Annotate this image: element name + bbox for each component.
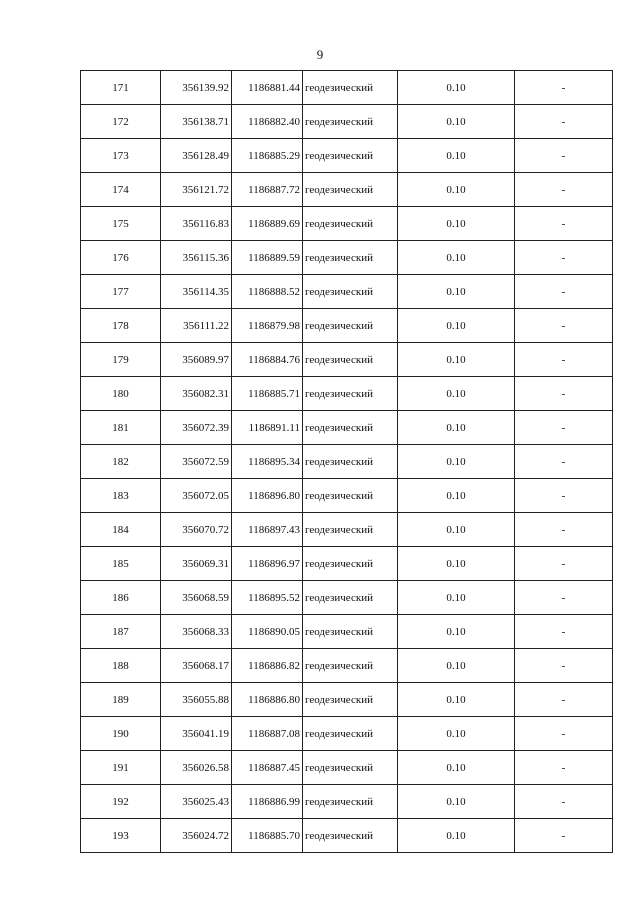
table-row [81,241,613,275]
accuracy-cell: 0.10 [398,241,515,275]
point-number-cell: 178 [81,309,161,343]
x-coordinate-cell: 356128.49 [161,139,232,173]
accuracy-cell: 0.10 [398,547,515,581]
method-cell: геодезический [303,411,398,445]
x-coordinate-cell: 356138.71 [161,105,232,139]
accuracy-cell: 0.10 [398,615,515,649]
table-row [81,479,613,513]
y-coordinate-cell: 1186888.52 [232,275,303,309]
point-number-cell: 189 [81,683,161,717]
accuracy-cell: 0.10 [398,513,515,547]
method-cell: геодезический [303,343,398,377]
y-coordinate-cell: 1186887.08 [232,717,303,751]
note-cell: - [515,445,613,479]
method-cell: геодезический [303,479,398,513]
x-coordinate-cell: 356070.72 [161,513,232,547]
note-cell: - [515,547,613,581]
y-coordinate-cell: 1186885.29 [232,139,303,173]
y-coordinate-cell: 1186882.40 [232,105,303,139]
point-number-cell: 176 [81,241,161,275]
point-number-cell: 171 [81,71,161,105]
accuracy-cell: 0.10 [398,377,515,411]
y-coordinate-cell: 1186887.72 [232,173,303,207]
y-coordinate-cell: 1186886.82 [232,649,303,683]
method-cell: геодезический [303,71,398,105]
method-cell: геодезический [303,751,398,785]
x-coordinate-cell: 356069.31 [161,547,232,581]
note-cell: - [515,207,613,241]
y-coordinate-cell: 1186885.71 [232,377,303,411]
note-cell: - [515,173,613,207]
method-cell: геодезический [303,105,398,139]
accuracy-cell: 0.10 [398,581,515,615]
note-cell: - [515,649,613,683]
accuracy-cell: 0.10 [398,275,515,309]
table-row [81,445,613,479]
table-row [81,105,613,139]
method-cell: геодезический [303,581,398,615]
note-cell: - [515,275,613,309]
x-coordinate-cell: 356139.92 [161,71,232,105]
point-number-cell: 172 [81,105,161,139]
note-cell: - [515,513,613,547]
point-number-cell: 181 [81,411,161,445]
method-cell: геодезический [303,513,398,547]
x-coordinate-cell: 356111.22 [161,309,232,343]
y-coordinate-cell: 1186895.34 [232,445,303,479]
table-row [81,615,613,649]
accuracy-cell: 0.10 [398,649,515,683]
accuracy-cell: 0.10 [398,785,515,819]
y-coordinate-cell: 1186895.52 [232,581,303,615]
point-number-cell: 186 [81,581,161,615]
x-coordinate-cell: 356068.33 [161,615,232,649]
table-row [81,649,613,683]
point-number-cell: 179 [81,343,161,377]
point-number-cell: 173 [81,139,161,173]
y-coordinate-cell: 1186884.76 [232,343,303,377]
y-coordinate-cell: 1186879.98 [232,309,303,343]
method-cell: геодезический [303,275,398,309]
x-coordinate-cell: 356114.35 [161,275,232,309]
point-number-cell: 174 [81,173,161,207]
x-coordinate-cell: 356082.31 [161,377,232,411]
y-coordinate-cell: 1186886.80 [232,683,303,717]
method-cell: геодезический [303,139,398,173]
table-row [81,513,613,547]
method-cell: геодезический [303,377,398,411]
point-number-cell: 180 [81,377,161,411]
y-coordinate-cell: 1186889.59 [232,241,303,275]
table-row [81,547,613,581]
method-cell: геодезический [303,717,398,751]
note-cell: - [515,411,613,445]
note-cell: - [515,615,613,649]
table-row [81,275,613,309]
y-coordinate-cell: 1186897.43 [232,513,303,547]
accuracy-cell: 0.10 [398,683,515,717]
note-cell: - [515,581,613,615]
point-number-cell: 185 [81,547,161,581]
y-coordinate-cell: 1186881.44 [232,71,303,105]
accuracy-cell: 0.10 [398,207,515,241]
point-number-cell: 190 [81,717,161,751]
x-coordinate-cell: 356024.72 [161,819,232,853]
table-row [81,819,613,853]
accuracy-cell: 0.10 [398,173,515,207]
note-cell: - [515,343,613,377]
table-row [81,139,613,173]
table-row [81,309,613,343]
table-row [81,411,613,445]
x-coordinate-cell: 356116.83 [161,207,232,241]
x-coordinate-cell: 356025.43 [161,785,232,819]
method-cell: геодезический [303,615,398,649]
x-coordinate-cell: 356121.72 [161,173,232,207]
x-coordinate-cell: 356072.39 [161,411,232,445]
accuracy-cell: 0.10 [398,717,515,751]
x-coordinate-cell: 356072.05 [161,479,232,513]
method-cell: геодезический [303,445,398,479]
x-coordinate-cell: 356055.88 [161,683,232,717]
accuracy-cell: 0.10 [398,751,515,785]
accuracy-cell: 0.10 [398,139,515,173]
y-coordinate-cell: 1186896.97 [232,547,303,581]
table-row [81,717,613,751]
point-number-cell: 184 [81,513,161,547]
point-number-cell: 183 [81,479,161,513]
accuracy-cell: 0.10 [398,105,515,139]
x-coordinate-cell: 356089.97 [161,343,232,377]
y-coordinate-cell: 1186886.99 [232,785,303,819]
table-row [81,581,613,615]
y-coordinate-cell: 1186887.45 [232,751,303,785]
method-cell: геодезический [303,785,398,819]
point-number-cell: 182 [81,445,161,479]
note-cell: - [515,377,613,411]
note-cell: - [515,751,613,785]
note-cell: - [515,717,613,751]
accuracy-cell: 0.10 [398,479,515,513]
x-coordinate-cell: 356068.59 [161,581,232,615]
method-cell: геодезический [303,309,398,343]
table-row [81,785,613,819]
method-cell: геодезический [303,173,398,207]
point-number-cell: 175 [81,207,161,241]
y-coordinate-cell: 1186891.11 [232,411,303,445]
method-cell: геодезический [303,819,398,853]
coordinates-table-body [81,71,613,853]
accuracy-cell: 0.10 [398,819,515,853]
point-number-cell: 177 [81,275,161,309]
y-coordinate-cell: 1186885.70 [232,819,303,853]
accuracy-cell: 0.10 [398,411,515,445]
table-row [81,71,613,105]
x-coordinate-cell: 356072.59 [161,445,232,479]
y-coordinate-cell: 1186896.80 [232,479,303,513]
y-coordinate-cell: 1186890.05 [232,615,303,649]
note-cell: - [515,309,613,343]
table-row [81,343,613,377]
note-cell: - [515,105,613,139]
accuracy-cell: 0.10 [398,343,515,377]
note-cell: - [515,785,613,819]
method-cell: геодезический [303,241,398,275]
note-cell: - [515,139,613,173]
table-row [81,173,613,207]
page-number: 9 [316,47,324,62]
x-coordinate-cell: 356115.36 [161,241,232,275]
accuracy-cell: 0.10 [398,71,515,105]
point-number-cell: 193 [81,819,161,853]
point-number-cell: 188 [81,649,161,683]
note-cell: - [515,683,613,717]
accuracy-cell: 0.10 [398,445,515,479]
y-coordinate-cell: 1186889.69 [232,207,303,241]
method-cell: геодезический [303,683,398,717]
point-number-cell: 192 [81,785,161,819]
x-coordinate-cell: 356041.19 [161,717,232,751]
coordinates-table [80,70,613,853]
note-cell: - [515,241,613,275]
accuracy-cell: 0.10 [398,309,515,343]
table-row [81,751,613,785]
x-coordinate-cell: 356026.58 [161,751,232,785]
note-cell: - [515,479,613,513]
method-cell: геодезический [303,649,398,683]
method-cell: геодезический [303,207,398,241]
table-row [81,377,613,411]
method-cell: геодезический [303,547,398,581]
x-coordinate-cell: 356068.17 [161,649,232,683]
point-number-cell: 191 [81,751,161,785]
note-cell: - [515,71,613,105]
table-row [81,207,613,241]
point-number-cell: 187 [81,615,161,649]
note-cell: - [515,819,613,853]
table-row [81,683,613,717]
